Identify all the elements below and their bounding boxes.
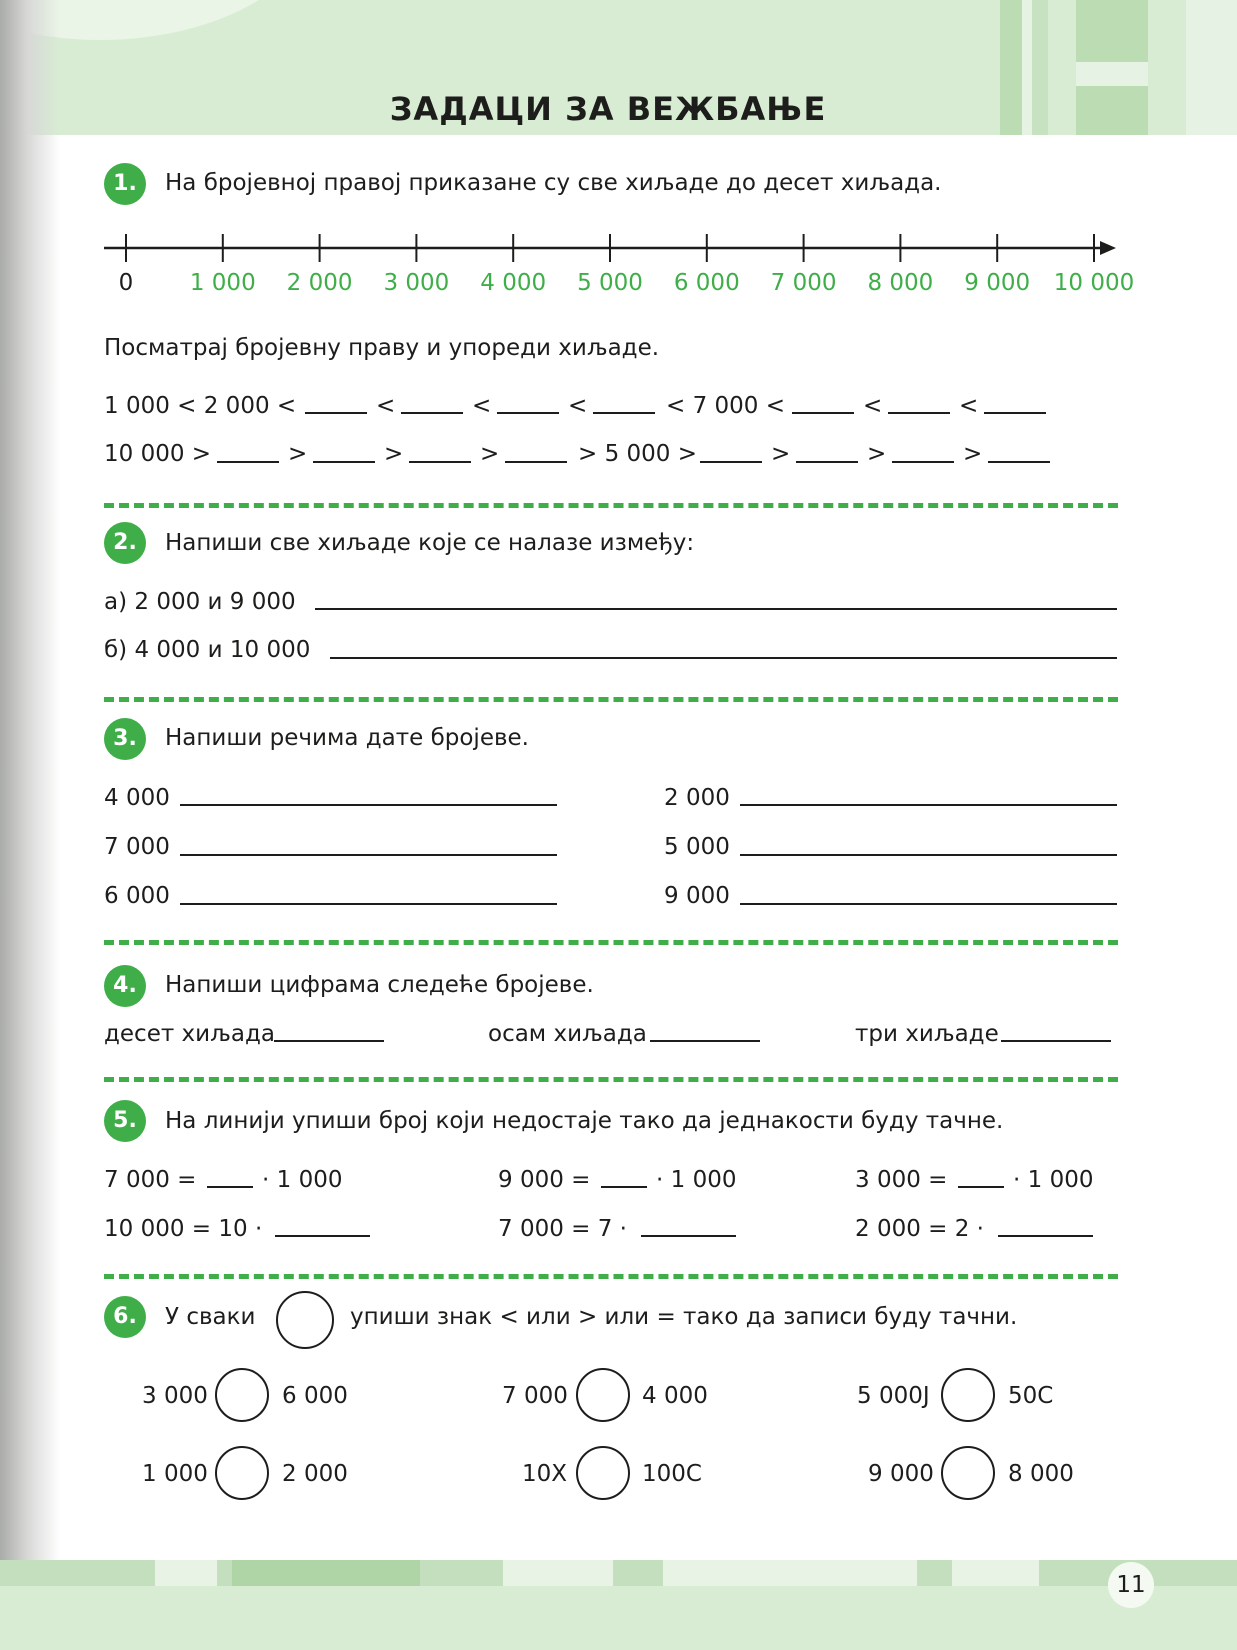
equation-left: 2 000 = 2 · xyxy=(855,1216,984,1242)
compare-sign: < xyxy=(863,393,883,419)
compare-sign: > xyxy=(384,441,404,467)
compare-sign: < xyxy=(959,393,979,419)
number-line-label: 10 000 xyxy=(1053,270,1135,296)
section-divider xyxy=(104,1077,1118,1082)
task-3-instruction: Напиши речима дате бројеве. xyxy=(165,725,529,751)
task-3-number: 9 000 xyxy=(664,883,730,909)
task-3-number: 6 000 xyxy=(104,883,170,909)
answer-blank[interactable] xyxy=(313,461,375,463)
number-line-label: 4 000 xyxy=(480,270,547,296)
footer-stripe xyxy=(503,1560,613,1586)
answer-blank[interactable] xyxy=(888,412,950,414)
example-circle-icon xyxy=(276,1291,334,1349)
task-2a-label: а) 2 000 и 9 000 xyxy=(104,589,296,615)
answer-blank[interactable] xyxy=(988,461,1050,463)
answer-blank[interactable] xyxy=(984,412,1046,414)
compare-right: 8 000 xyxy=(1008,1461,1074,1487)
section-divider xyxy=(104,503,1118,508)
sign-circle[interactable] xyxy=(941,1368,995,1422)
equation-right: · 1 000 xyxy=(1013,1167,1094,1193)
answer-blank[interactable] xyxy=(650,1040,760,1042)
task-5-badge: 5. xyxy=(104,1100,146,1142)
task-4-item: три хиљаде xyxy=(855,1021,999,1047)
answer-line[interactable] xyxy=(180,854,557,856)
answer-blank[interactable] xyxy=(593,412,655,414)
answer-blank[interactable] xyxy=(401,412,463,414)
equation-left: 3 000 = xyxy=(855,1167,948,1193)
task-3-badge: 3. xyxy=(104,718,146,760)
answer-blank[interactable] xyxy=(207,1186,253,1188)
page-title: ЗАДАЦИ ЗА ВЕЖБАЊЕ xyxy=(389,90,827,128)
compare-right: 4 000 xyxy=(642,1383,708,1409)
sign-circle[interactable] xyxy=(215,1368,269,1422)
answer-line[interactable] xyxy=(180,903,557,905)
compare-sign: < xyxy=(568,393,588,419)
task-6-instruction-start: У сваки xyxy=(165,1304,256,1330)
equation-right: · 1 000 xyxy=(656,1167,737,1193)
answer-blank[interactable] xyxy=(796,461,858,463)
answer-line[interactable] xyxy=(330,657,1117,659)
compare-left: 1 000 xyxy=(142,1461,208,1487)
compare-sign: < xyxy=(472,393,492,419)
compare-sign: > xyxy=(288,441,308,467)
answer-blank[interactable] xyxy=(305,412,367,414)
answer-line[interactable] xyxy=(740,804,1117,806)
task-1-badge: 1. xyxy=(104,163,146,205)
compare-left: 7 000 xyxy=(502,1383,568,1409)
task-1-subinstruction: Посматрај бројевну праву и упореди хиљаде. xyxy=(104,335,660,361)
answer-blank[interactable] xyxy=(958,1186,1004,1188)
answer-line[interactable] xyxy=(740,903,1117,905)
answer-line[interactable] xyxy=(315,608,1117,610)
footer-stripe xyxy=(663,1560,917,1586)
number-line-label: 3 000 xyxy=(383,270,450,296)
answer-blank[interactable] xyxy=(409,461,471,463)
footer-stripe xyxy=(155,1560,217,1586)
answer-blank[interactable] xyxy=(275,1235,370,1237)
equation-left: 7 000 = 7 · xyxy=(498,1216,627,1242)
task-3-number: 4 000 xyxy=(104,785,170,811)
task-1-instruction: На бројевној правој приказане су све хиљаде до десет хиљада. xyxy=(165,170,942,196)
sign-circle[interactable] xyxy=(576,1446,630,1500)
answer-blank[interactable] xyxy=(792,412,854,414)
answer-blank[interactable] xyxy=(641,1235,736,1237)
task-5-instruction: На линији упиши број који недостаје тако да једнакости буду тачне. xyxy=(165,1108,1004,1134)
equation-right: · 1 000 xyxy=(262,1167,343,1193)
number-line-label: 6 000 xyxy=(673,270,740,296)
number-line-label: 5 000 xyxy=(577,270,643,296)
compare-sign: > xyxy=(867,441,887,467)
answer-blank[interactable] xyxy=(217,461,279,463)
answer-blank[interactable] xyxy=(892,461,954,463)
task-2-badge: 2. xyxy=(104,522,146,564)
compare-row1-start: 1 000 < 2 000 < xyxy=(104,393,297,419)
footer-stripe xyxy=(952,1560,1039,1586)
compare-sign: < 7 000 < xyxy=(666,393,786,419)
answer-blank[interactable] xyxy=(497,412,559,414)
compare-left: 10Х xyxy=(522,1461,568,1487)
section-divider xyxy=(104,1274,1118,1279)
compare-right: 2 000 xyxy=(282,1461,348,1487)
number-line-label: 8 000 xyxy=(867,270,934,296)
compare-sign: > xyxy=(963,441,983,467)
compare-left: 5 000Ј xyxy=(857,1383,930,1409)
answer-blank[interactable] xyxy=(700,461,762,463)
number-line-label: 2 000 xyxy=(286,270,353,296)
compare-right: 6 000 xyxy=(282,1383,348,1409)
number-line xyxy=(0,220,1237,265)
task-3-number: 5 000 xyxy=(664,834,730,860)
page-number: 11 xyxy=(1116,1572,1146,1598)
answer-blank[interactable] xyxy=(998,1235,1093,1237)
compare-row2-start: 10 000 > xyxy=(104,441,212,467)
compare-left: 9 000 xyxy=(868,1461,934,1487)
compare-sign: > 5 000 > xyxy=(578,441,698,467)
task-2-instruction: Напиши све хиљаде које се налазе између: xyxy=(165,530,695,556)
compare-left: 3 000 xyxy=(142,1383,208,1409)
compare-sign: > xyxy=(480,441,500,467)
number-line-label: 9 000 xyxy=(964,270,1031,296)
footer-stripe xyxy=(232,1560,420,1586)
sign-circle[interactable] xyxy=(941,1446,995,1500)
section-divider xyxy=(104,697,1118,702)
answer-blank[interactable] xyxy=(1001,1040,1111,1042)
sign-circle[interactable] xyxy=(215,1446,269,1500)
answer-blank[interactable] xyxy=(601,1186,647,1188)
task-3-number: 7 000 xyxy=(104,834,170,860)
task-3-number: 2 000 xyxy=(664,785,730,811)
header-stripe xyxy=(1076,62,1148,86)
task-4-item: осам хиљада xyxy=(488,1021,647,1047)
number-line-label: 0 xyxy=(118,270,134,296)
compare-right: 100С xyxy=(642,1461,702,1487)
equation-left: 10 000 = 10 · xyxy=(104,1216,263,1242)
task-6-badge: 6. xyxy=(104,1296,146,1338)
number-line-label: 1 000 xyxy=(189,270,256,296)
task-4-item: десет хиљада xyxy=(104,1021,275,1047)
compare-right: 50С xyxy=(1008,1383,1054,1409)
answer-blank[interactable] xyxy=(505,461,567,463)
equation-left: 9 000 = xyxy=(498,1167,591,1193)
compare-sign: > xyxy=(771,441,791,467)
answer-blank[interactable] xyxy=(274,1040,384,1042)
task-4-badge: 4. xyxy=(104,965,146,1007)
answer-line[interactable] xyxy=(180,804,557,806)
task-2b-label: б) 4 000 и 10 000 xyxy=(104,637,311,663)
section-divider xyxy=(104,940,1118,945)
arrow-right-icon xyxy=(1100,241,1116,255)
task-4-instruction: Напиши цифрама следеће бројеве. xyxy=(165,972,594,998)
footer-band xyxy=(0,1586,1237,1650)
task-6-instruction-end: упиши знак < или > или = тако да записи буду тачни. xyxy=(350,1304,1018,1330)
equation-left: 7 000 = xyxy=(104,1167,197,1193)
compare-sign: < xyxy=(376,393,396,419)
number-line-label: 7 000 xyxy=(770,270,837,296)
answer-line[interactable] xyxy=(740,854,1117,856)
sign-circle[interactable] xyxy=(576,1368,630,1422)
